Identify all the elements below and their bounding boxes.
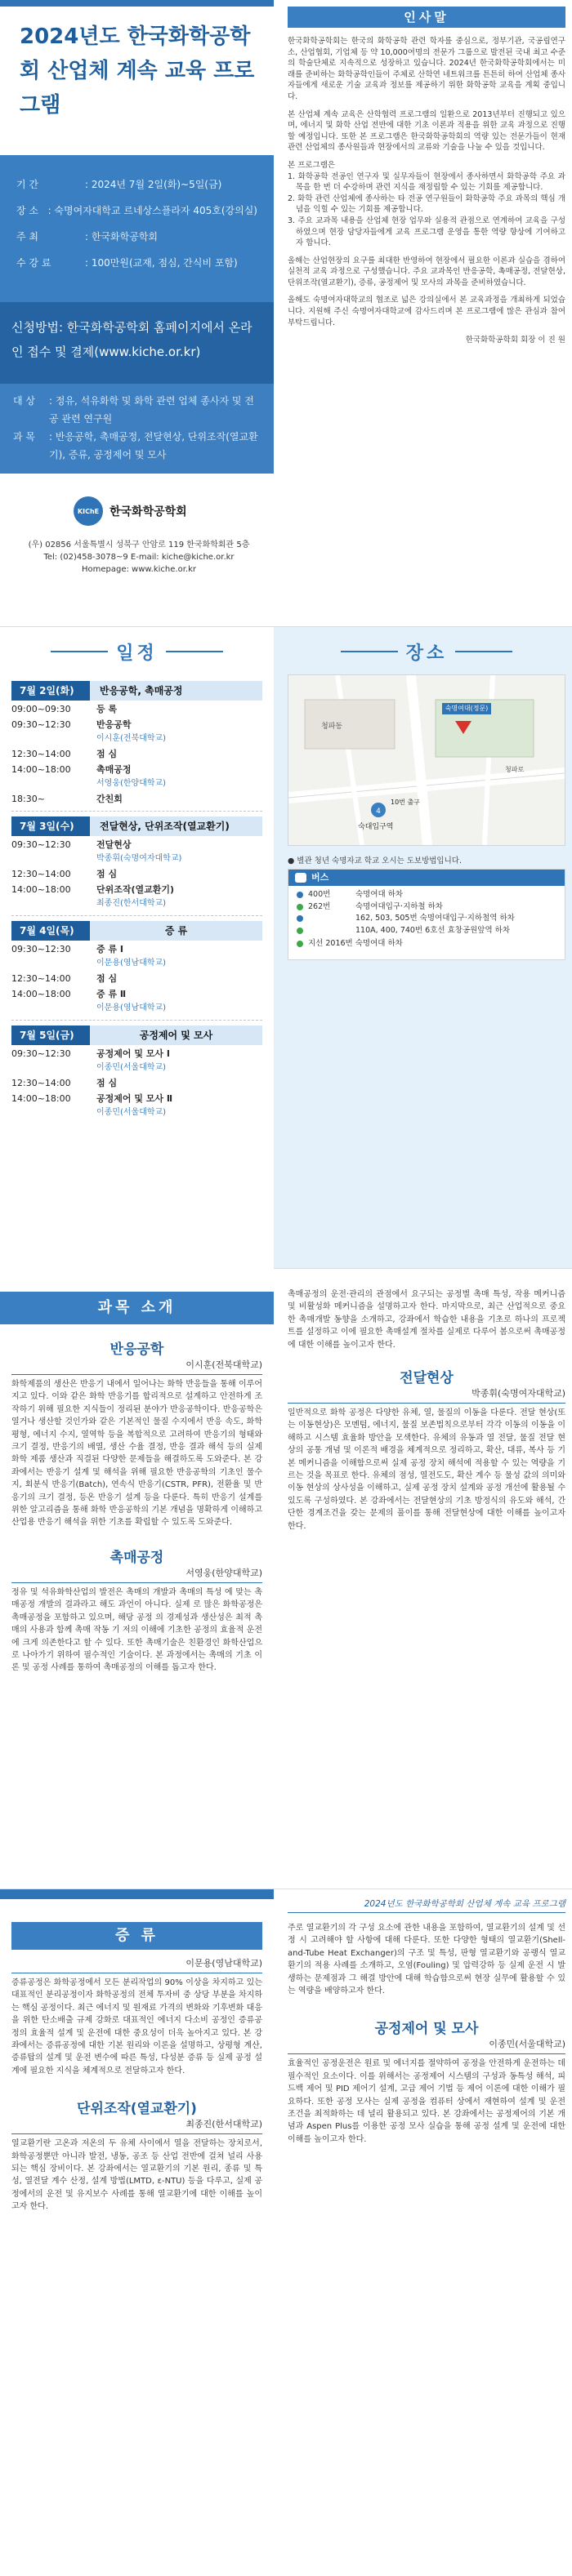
info-value: : 숙명여자대학교 르네상스플라자 405호(강의실) (47, 205, 257, 216)
course-name: 촉매공정 (109, 1549, 164, 1566)
slot-event: 반응공학 (96, 719, 132, 730)
slot-speaker: 서영웅(한양대학교) (96, 779, 167, 788)
slot-time: 09:00~09:30 (11, 704, 71, 714)
org-homepage[interactable]: Homepage: www.kiche.or.kr (82, 565, 196, 574)
course-description: 정유 및 석유화학산업의 발전은 촉매의 개발과 촉매의 특성 에 맞는 촉매공정 개발의 결과라고 해도 과언이 아니다. 실제 로 많은 화학공정은 촉매공정을 포함하고 있으며, 해당 공정 의 경제성과 생산성은 최적 촉매의 사용과 함께 촉매 작동 기 저의 이해에 기초한 공정의 효율적 운전에 크게 의존한다고 할 수 있다. 또한 촉매기술은 친환경인 화학산업으로 나아가기 위하여 필수적인 기술이다. 본 과정에서는 촉매의 기초 이론 및 공정 사례를 통하여 촉매공정의 이해를 돕고자 한다. (11, 1587, 262, 1673)
bus-dot-icon (297, 915, 303, 922)
target-row (13, 428, 261, 464)
slot-event: 등 록 (96, 704, 118, 714)
bus-number (308, 925, 355, 937)
schedule-title: 일정 (116, 643, 158, 664)
org-tel: Tel: (02)458-3078~9 E-mail: kiche@kiche.or.kr (43, 553, 235, 562)
info-row (16, 171, 257, 198)
slot-time: 12:30~14:00 (11, 973, 71, 984)
bus-desc: 숙명여대 하차 (355, 890, 404, 899)
greeting-column (288, 7, 565, 621)
target-value: : 반응공학, 촉매공정, 전달현상, 단위조작(열교환기), 증류, 공정제어 및 모사 (49, 431, 258, 460)
day-date: 7월 4일(목) (11, 921, 90, 941)
slot-speaker: 박종휘(숙명여자대학교) (96, 854, 182, 863)
slot-time: 09:30~12:30 (11, 839, 71, 850)
greeting-list (288, 171, 565, 249)
event-info-box (0, 155, 274, 302)
cover-panel (0, 0, 572, 627)
courses-right-column (288, 1269, 565, 1889)
day-separator (11, 1020, 262, 1021)
slot-event: 증 류 Ⅰ (96, 944, 124, 954)
course-lecturer: 이문용(영남대학교) (11, 1956, 262, 1973)
bus-header (288, 870, 565, 886)
info-key: 장 소 (16, 205, 38, 216)
slot-time: 14:00~18:00 (11, 764, 71, 775)
kiche-logo-icon: KIChE (74, 496, 103, 526)
subway-dot-icon (297, 941, 303, 947)
schedule-slot (11, 790, 262, 806)
info-row (16, 198, 257, 224)
bus-icon (295, 873, 306, 883)
org-contact (16, 539, 261, 576)
schedule-slot (11, 970, 262, 985)
slot-event: 점 심 (96, 869, 118, 879)
map-label-road: 청파로 (505, 766, 525, 773)
courses-panel-2 (0, 1889, 572, 2576)
greeting-list-item: 2. 화학 관련 산업체에 종사하는 타 전공 연구원들이 화학공학 주요 과목의 핵심 개념을 익힐 수 있는 기회를 제공합니다. (288, 194, 565, 215)
course-description: 일반적으로 화학 공정은 다양한 유체, 열, 물질의 이동을 다룬다. 전달 현상(또는 이동현상)은 모멘텀, 에너지, 물질 보존법칙으로부터 각각 이동의 이동을 이해하고 시스템 효율화 방안을 모색한다. 유체의 유동과 열 전달, 물질 전달 현상의 공통 개념 및 이론적 배경을 체계적으로 정리하고, 확산, 대류, 복사 등 기본 메커니즘을 이해함으로써 실제 공정 장치 해석에 적용할 수 있는 역량을 기르는 것을 목표로 한다. 유체의 점성, 열전도도, 확산 계수 등 물성 값의 의미와 이동 현상의 상사성을 이해하고, 실제 공정 장치 설계와 공정 개선에 활용될 수 있도록 구성하였다. 본 강좌에서는 전달현상의 기초 방정식의 유도와 해석, 간단한 경계조건을 갖는 문제의 풀이를 통해 전달현상에 대한 이해를 높이고자 한다. (288, 1408, 565, 1531)
info-row (16, 224, 257, 250)
schedule-slot (11, 985, 262, 1015)
schedule-title-wrap (0, 627, 274, 676)
day-header (11, 816, 262, 836)
slot-event: 촉매공정 (96, 764, 132, 775)
bus-desc: 162, 503, 505번 숙명여대입구·지하철역 하차 (355, 914, 515, 923)
course-lecturer: 서영웅(한양대학교) (11, 1566, 262, 1583)
slot-speaker: 이문용(영남대학교) (96, 959, 167, 968)
slot-time: 18:30~ (11, 794, 45, 804)
schedule-slot (11, 761, 262, 790)
course-lecturer: 이종민(서울대학교) (288, 2037, 565, 2054)
map-label-station: 숙대입구역 (358, 823, 394, 831)
course-description: 열교환기란 고온과 저온의 두 유체 사이에서 열을 전달하는 장치로서, 화학공정뿐만 아니라 발전, 냉동, 공조 등 산업 전반에 걸쳐 널리 사용되는 핵심 장비이다. 본 강좌에서는 열교환기의 기본 원리, 종류 및 특성, 열전달 계수 산정, 설계 방법(LMTD, ε-NTU) 등을 다루고, 실제 공정에서의 운전 및 유지보수 사례를 통해 열교환기에 대한 이해를 높이고자 한다. (11, 2139, 262, 2212)
bus-number: 400번 (308, 890, 331, 899)
schedule-slot (11, 1074, 262, 1090)
day-date: 7월 3일(수) (11, 816, 90, 836)
slot-time: 14:00~18:00 (11, 884, 71, 895)
course-description: 화학제품의 생산은 반응기 내에서 일어나는 화학 반응들을 통해 이루어지고 있다. 이와 같은 화학 반응기를 합리적으로 설계하고 안전하게 조작하기 위해 필요한 지식들이 정리된 분야가 반응공학이다. 반응공학은 열거나 생산할 것인가와 같은 기본적인 물질 수지에서 반응 속도, 화학 평형, 에너지 수지, 열역학 등을 복합적으로 고려하여 반응기의 형태와 크기 결정, 반응기의 배열, 생산 수율 결정, 반응 결과 해석 등의 실제 화학 제품 생산과 직결된 다양한 문제들을 해결하도록 도와준다. 본 강좌에서는 반응기 설계 및 해석을 위해 필요한 반응공학의 기초인 물수지, 회분식 반응기(Batch), 연속식 반응기(CSTR, PFR), 전환율 및 반응기의 크기 결정, 등온 반응기 설계 등을 다룬다. 특히 반응기 설계를 위한 알고리즘을 통해 화학 반응공학의 기본 개념을 명확하게 이해하고 산업용 반응기 해석을 위한 기초를 확립할 수 있도록 도와준다. (11, 1380, 262, 1528)
target-box (0, 384, 274, 474)
target-value: : 정유, 석유화학 및 화학 관련 업체 종사자 및 전공 관련 연구원 (49, 395, 254, 425)
slot-event: 간친회 (96, 794, 123, 804)
slot-event: 공정제어 및 모사 Ⅰ (96, 1048, 170, 1059)
course-lecturer: 이시훈(전북대학교) (11, 1358, 262, 1375)
course-name: 증 류 (11, 1922, 262, 1950)
venue-column (288, 627, 565, 1269)
info-row (16, 250, 257, 276)
info-value: : 한국화학공학회 (85, 231, 159, 242)
slot-speaker: 이시훈(전북대학교) (96, 734, 167, 743)
slot-event: 공정제어 및 모사 Ⅱ (96, 1093, 173, 1104)
course-lecturer: 최종진(한서대학교) (11, 2117, 262, 2134)
location-map (288, 674, 565, 846)
cover-left (0, 0, 274, 627)
slot-event: 전달현상 (96, 839, 132, 850)
page-title: 2024년도 한국화학공학회 산업체 계속 교육 프로그램 (20, 24, 255, 118)
svg-text:4: 4 (376, 808, 381, 816)
target-key: 대 상 (13, 395, 35, 407)
bus-info-box (288, 869, 565, 960)
map-drawing (288, 675, 565, 845)
courses-left-column (0, 1269, 274, 1889)
slot-speaker: 이문용(영남대학교) (96, 1003, 167, 1012)
schedule-column (0, 627, 274, 1269)
greeting-title: 인사말 (288, 7, 565, 28)
title-rule (341, 651, 398, 652)
course-description: 효율적인 공정운전은 원료 및 에너지를 절약하여 공정을 안전하게 운전하는 데 필수적인 요소이다. 이를 위해서는 공정제어 시스템의 구성과 동특성 해석, 피드백 제어 및 PID 제어기 설계, 고급 제어 기법 등 제어 이론에 대한 이해가 필요하다. 또한 공정 모사는 실제 공정을 컴퓨터 상에서 재현하여 설계 및 운전 조건을 최적화하는 데 널리 활용되고 있다. 본 강좌에서는 공정제어의 기본 개념과 Aspen Plus를 이용한 공정 모사 실습을 통해 공정 설계 및 운전에 대한 이해를 높이고자 한다. (288, 2059, 565, 2144)
slot-time: 12:30~14:00 (11, 749, 71, 759)
info-key: 주 최 (16, 231, 38, 242)
slot-time: 09:30~12:30 (11, 944, 71, 954)
greeting-signature: 한국화학공학회 회장 이 진 원 (465, 336, 565, 345)
day-separator (11, 811, 262, 812)
application-method: 신청방법: 한국화학공학회 홈페이지에서 온라인 접수 및 결제(www.kiche.or.kr) (11, 320, 252, 359)
day-separator (11, 915, 262, 916)
bus-dot-icon (297, 892, 303, 898)
schedule-slot (11, 1090, 262, 1119)
map-note: ● 별관 청년 숙명자교 학교 오시는 도보방법입니다. (288, 856, 462, 865)
course-lecturer: 박종휘(숙명여자대학교) (288, 1386, 565, 1404)
org-address: (우) 02856 서울특별시 성북구 안암로 119 한국화학회관 5층 (28, 541, 250, 549)
top-accent-bar (0, 0, 274, 7)
slot-event: 점 심 (96, 1078, 118, 1088)
slot-time: 09:30~12:30 (11, 719, 71, 730)
course-description: 증류공정은 화학공정에서 모든 분리작업의 90% 이상을 차지하고 있는 대표적인 분리공정이자 화학공정의 전체 투자비 중 상당 부분을 차지하는 핵심 공정이다. 최근 에너지 및 원재료 가격의 변화와 기후변화 대응을 위한 탄소배출 규제 강화로 대표적인 에너지 다소비 공정인 증류공정의 효율적 설계 및 운전에 대한 중요성이 더욱 높아지고 있다. 본 강좌에서는 증류공정에 대한 기본 원리와 이론을 설명하고, 상평형 계산, 증류탑의 설계 및 운전 변수에 따른 특성, 다성분 증류 등 실제 공정 설계에 필요한 지식을 체계적으로 전달하고자 한다. (11, 1978, 262, 2075)
slot-time: 14:00~18:00 (11, 989, 71, 999)
venue-title: 장소 (405, 643, 448, 664)
bus-line (288, 901, 565, 914)
course-description-continued: 촉매공정의 운전·관리의 관점에서 요구되는 공정별 촉매 특성, 작용 메커니즘 및 비활성화 메커니즘을 설명하고자 한다. 마지막으로, 최근 산업적으로 중요한 촉매개발 동향을 소개하고, 강좌에서 학습한 내용을 기초로 하나의 프로젝트를 설정하고 이에 필요한 촉매설계 절차를 실제로 다루어 봄으로써 촉매공정에 대한 이해를 높이고자 한다. (288, 1290, 565, 1350)
schedule-slot (11, 836, 262, 865)
info-value: : 100만원(교재, 점심, 간식비 포함) (85, 257, 238, 269)
bus-line (288, 925, 565, 937)
courses-left-column (0, 1889, 274, 2510)
day-theme: 공정제어 및 모사 (90, 1026, 262, 1045)
course-name: 반응공학 (109, 1341, 164, 1358)
bus-number: 262번 (308, 901, 331, 911)
day-date: 7월 2일(화) (11, 681, 90, 701)
bus-desc: 110A, 400, 740번 6호선 효창공원앞역 하차 (355, 925, 511, 935)
course-name: 공정제어 및 모사 (374, 2021, 479, 2038)
map-label-exit: 10번 출구 (391, 799, 420, 806)
subway-desc: 지선 2016번 숙명여대 하차 (308, 939, 403, 948)
greeting-paragraph: 올해도 숙명여자대학교의 협조로 넓은 강의실에서 본 교육과정을 개최하게 되었습니다. 지원해 주신 숙명여자대학교에 감사드리며 본 프로그램에 많은 관심과 참여 부탁드립니다. (288, 296, 565, 327)
schedule-slot (11, 941, 262, 970)
application-box (0, 302, 274, 384)
day-header (11, 681, 262, 701)
course-name: 전달현상 (400, 1370, 454, 1387)
bus-line (288, 913, 565, 925)
day-header (11, 1026, 262, 1045)
greeting-list-item: 3. 주요 교과목 내용을 산업체 현장 업무와 실용적 관점으로 연계하여 교육을 구성하였으며 현장 담당자들에게 교육 프로그램 운영을 통한 역량 향상에 기여하고자 합니다. (288, 216, 565, 248)
schedule-slot (11, 745, 262, 761)
slot-time: 14:00~18:00 (11, 1093, 71, 1104)
bus-title: 버스 (311, 872, 329, 883)
day-header (11, 921, 262, 941)
slot-event: 점 심 (96, 749, 118, 759)
greeting-list-head: 본 프로그램은 (288, 160, 336, 170)
slot-event: 증 류 Ⅱ (96, 989, 127, 999)
bus-line (288, 889, 565, 901)
bus-desc: 숙명여대입구·지하철 하차 (355, 901, 443, 911)
slot-time: 09:30~12:30 (11, 1048, 71, 1059)
courses-right-column (288, 1889, 565, 2510)
day-theme: 전달현상, 단위조작(열교환기) (90, 816, 262, 836)
slot-time: 12:30~14:00 (11, 869, 71, 879)
bus-dot-icon (297, 904, 303, 910)
slot-speaker: 이종민(서울대학교) (96, 1063, 167, 1072)
target-row (13, 392, 261, 428)
day-theme: 반응공학, 촉매공정 (90, 681, 262, 701)
day-theme: 증 류 (90, 921, 262, 941)
title-rule (51, 651, 108, 652)
courses-panel (0, 1269, 572, 1889)
running-header: 2024년도 한국화학공학회 산업체 계속 교육 프로그램 (288, 1898, 565, 1913)
schedule-slot (11, 881, 262, 910)
subway-line (288, 937, 565, 952)
slot-speaker: 이종민(서울대학교) (96, 1108, 167, 1117)
slot-event: 단위조작(열교환기) (96, 884, 175, 895)
slot-event: 점 심 (96, 973, 118, 984)
day-date: 7월 5일(금) (11, 1026, 90, 1045)
title-rule (166, 651, 223, 652)
org-logo (74, 496, 187, 526)
slot-speaker: 최종진(한서대학교) (96, 899, 167, 908)
bus-dot-icon (297, 928, 303, 934)
schedule-slot (11, 865, 262, 881)
title-rule (455, 651, 512, 652)
venue-title-wrap (288, 627, 565, 676)
map-label-area: 청파동 (321, 723, 343, 731)
info-value: : 2024년 7월 2일(화)~5일(금) (85, 179, 222, 190)
info-key: 수 강 료 (16, 257, 51, 269)
schedule-slot (11, 716, 262, 745)
greeting-paragraph: 한국화학공학회는 한국의 화학공학 관련 학자를 중심으로, 정부기관, 국공립연구소, 산업협회, 기업체 등 약 10,000여명의 전문가 그룹으로 발전된 국내 최고 수준의 학술단체로 지속적으로 성장하고 있습니다. 2024년 한국화학공학회에서는 미래를 준비하는 화학공학인들이 주체로 산학연 네트워크를 튼튼히 하여 산업체 종사자들에게 새로운 기술 교육과 정보를 제공하기 위한 화학공학 교육을 계획 중입니다. (288, 37, 565, 101)
course-name: 단위조작(열교환기) (77, 2101, 197, 2118)
org-name: 한국화학공학회 (109, 505, 187, 518)
courses-title: 과목 소개 (0, 1292, 274, 1324)
info-key: 기 간 (16, 179, 38, 190)
map-label-venue: 숙명여대(정문) (445, 705, 489, 712)
greeting-paragraph: 본 산업체 계속 교육은 산학협력 프로그램의 일환으로 2013년부터 진행되고 있으며, 에너지 및 화학 산업 전반에 대한 기초 이론과 적용을 위한 교육 과정으로 진행할 예정입니다. 또한 본 프로그램은 한국화학공학회의 역량 있는 전문가들이 현재 관련 산업체의 종사원들과 현장에서의 교류와 기술을 나눌 수 있을 것입니다. (288, 109, 565, 153)
bus-number (308, 913, 355, 925)
greeting-list-item: 1. 화학공학 전공인 연구자 및 실무자들이 현장에서 종사하면서 화학공학 주요 과목을 한 번 더 수강하며 관련 지식을 재정립할 수 있는 기회를 제공합니다. (288, 171, 565, 193)
target-key: 과 목 (13, 431, 35, 443)
slot-time: 12:30~14:00 (11, 1078, 71, 1088)
schedule-slot (11, 1045, 262, 1074)
greeting-body (288, 36, 565, 346)
greeting-paragraph: 올해는 산업현장의 요구를 최대한 반영하여 현장에서 필요한 이론과 실습을 겸하여 실천적 교육 과정으로 구성했습니다. 주요 교과목인 반응공학, 촉매공정, 전달현상, 단위조작(열교환기), 증류, 공정제어 및 모사의 과목을 준비하였습니다. (288, 256, 565, 287)
course-description-continued: 주로 열교환기의 각 구성 요소에 관한 내용을 포함하여, 열교환기의 설계 및 선정 시 고려해야 할 사항에 대해 다룬다. 또한 다양한 형태의 열교환기(Shell-and-Tube Heat Exchanger)의 구조 및 특성, 판형 열교환기와 공랭식 열교환기의 적용 사례를 소개하고, 오염(Fouling) 및 압력강하 등 실제 운전 시 발생하는 문제점과 그 해결 방안에 대해 학습함으로써 현장 실무에 활용할 수 있는 역량을 배양하고자 한다. (288, 1924, 565, 1996)
schedule-slot (11, 701, 262, 716)
schedule-panel (0, 627, 572, 1269)
